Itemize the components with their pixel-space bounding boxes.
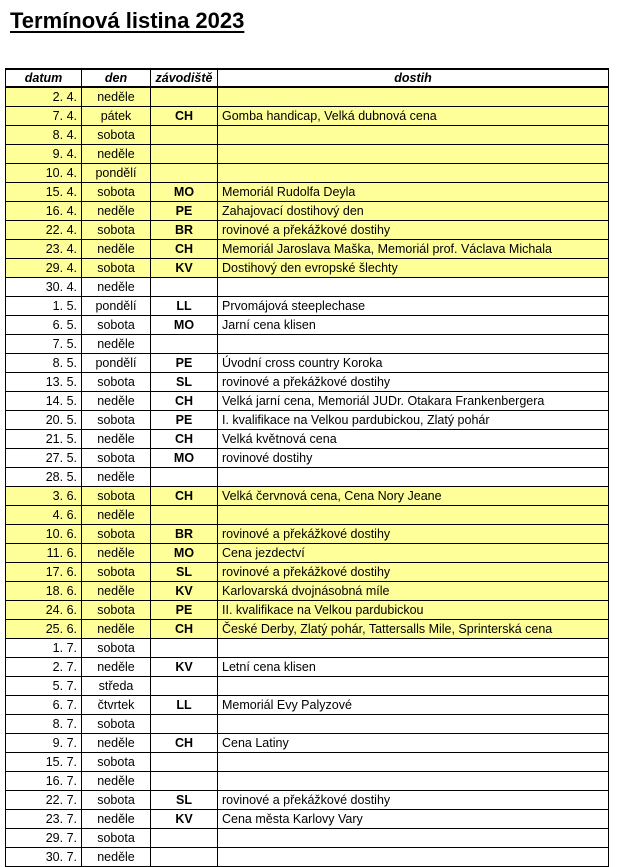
schedule-table xyxy=(5,68,609,867)
date-cell: 28. 5. xyxy=(6,468,82,487)
racecourse-cell: BR xyxy=(151,221,218,240)
day-cell: sobota xyxy=(82,525,151,544)
racecourse-cell xyxy=(151,715,218,734)
racecourse-cell xyxy=(151,639,218,658)
race-cell xyxy=(218,164,609,183)
racecourse-cell xyxy=(151,848,218,867)
race-cell: Cena Latiny xyxy=(218,734,609,753)
table-row xyxy=(6,240,609,259)
day-cell: neděle xyxy=(82,468,151,487)
table-row xyxy=(6,87,609,107)
day-cell: neděle xyxy=(82,544,151,563)
table-row xyxy=(6,335,609,354)
table-row xyxy=(6,772,609,791)
day-cell: neděle xyxy=(82,848,151,867)
race-cell xyxy=(218,715,609,734)
date-cell: 27. 5. xyxy=(6,449,82,468)
racecourse-cell xyxy=(151,87,218,107)
racecourse-cell xyxy=(151,468,218,487)
table-row xyxy=(6,411,609,430)
race-cell: Cena jezdectví xyxy=(218,544,609,563)
day-cell: pondělí xyxy=(82,164,151,183)
race-cell xyxy=(218,468,609,487)
race-cell: rovinové a překážkové dostihy xyxy=(218,563,609,582)
day-cell: neděle xyxy=(82,430,151,449)
race-cell xyxy=(218,848,609,867)
race-cell xyxy=(218,145,609,164)
race-cell: rovinové a překážkové dostihy xyxy=(218,791,609,810)
date-cell: 24. 6. xyxy=(6,601,82,620)
date-cell: 8. 4. xyxy=(6,126,82,145)
date-cell: 21. 5. xyxy=(6,430,82,449)
racecourse-cell: PE xyxy=(151,411,218,430)
race-cell: Karlovarská dvojnásobná míle xyxy=(218,582,609,601)
racecourse-cell: KV xyxy=(151,810,218,829)
date-cell: 18. 6. xyxy=(6,582,82,601)
date-cell: 3. 6. xyxy=(6,487,82,506)
day-cell: sobota xyxy=(82,411,151,430)
date-cell: 4. 6. xyxy=(6,506,82,525)
racecourse-cell: KV xyxy=(151,259,218,278)
table-row xyxy=(6,848,609,867)
race-cell: Cena města Karlovy Vary xyxy=(218,810,609,829)
date-cell: 23. 4. xyxy=(6,240,82,259)
racecourse-cell xyxy=(151,829,218,848)
day-cell: neděle xyxy=(82,658,151,677)
day-cell: sobota xyxy=(82,639,151,658)
date-cell: 16. 7. xyxy=(6,772,82,791)
table-body xyxy=(6,87,609,867)
date-cell: 8. 7. xyxy=(6,715,82,734)
table-row xyxy=(6,658,609,677)
date-cell: 15. 4. xyxy=(6,183,82,202)
racecourse-cell xyxy=(151,335,218,354)
racecourse-cell: LL xyxy=(151,297,218,316)
day-cell: neděle xyxy=(82,620,151,639)
race-cell: I. kvalifikace na Velkou pardubickou, Zlatý pohár xyxy=(218,411,609,430)
table-row xyxy=(6,582,609,601)
racecourse-cell: SL xyxy=(151,563,218,582)
racecourse-cell: MO xyxy=(151,316,218,335)
race-cell: Velká jarní cena, Memoriál JUDr. Otakara Frankenbergera xyxy=(218,392,609,411)
day-cell: neděle xyxy=(82,734,151,753)
day-cell: sobota xyxy=(82,715,151,734)
date-cell: 13. 5. xyxy=(6,373,82,392)
date-cell: 6. 7. xyxy=(6,696,82,715)
table-row xyxy=(6,810,609,829)
day-cell: sobota xyxy=(82,487,151,506)
day-cell: pondělí xyxy=(82,297,151,316)
date-cell: 2. 7. xyxy=(6,658,82,677)
racecourse-cell: CH xyxy=(151,620,218,639)
race-cell: Zahajovací dostihový den xyxy=(218,202,609,221)
date-cell: 9. 4. xyxy=(6,145,82,164)
day-cell: neděle xyxy=(82,506,151,525)
race-cell: rovinové a překážkové dostihy xyxy=(218,525,609,544)
racecourse-cell xyxy=(151,126,218,145)
table-row xyxy=(6,525,609,544)
race-cell: Letní cena klisen xyxy=(218,658,609,677)
day-cell: neděle xyxy=(82,582,151,601)
table-row xyxy=(6,449,609,468)
racecourse-cell: MO xyxy=(151,449,218,468)
date-cell: 7. 5. xyxy=(6,335,82,354)
day-cell: neděle xyxy=(82,810,151,829)
table-row xyxy=(6,392,609,411)
date-cell: 10. 4. xyxy=(6,164,82,183)
day-cell: neděle xyxy=(82,145,151,164)
header-datum: datum xyxy=(6,69,82,87)
table-row xyxy=(6,145,609,164)
table-row xyxy=(6,278,609,297)
racecourse-cell: CH xyxy=(151,392,218,411)
race-cell xyxy=(218,829,609,848)
date-cell: 6. 5. xyxy=(6,316,82,335)
racecourse-cell xyxy=(151,753,218,772)
day-cell: neděle xyxy=(82,335,151,354)
header-den: den xyxy=(82,69,151,87)
table-row xyxy=(6,639,609,658)
date-cell: 30. 4. xyxy=(6,278,82,297)
race-cell: Velká květnová cena xyxy=(218,430,609,449)
racecourse-cell: PE xyxy=(151,202,218,221)
date-cell: 1. 5. xyxy=(6,297,82,316)
race-cell xyxy=(218,506,609,525)
racecourse-cell: SL xyxy=(151,373,218,392)
day-cell: sobota xyxy=(82,126,151,145)
table-row xyxy=(6,753,609,772)
day-cell: sobota xyxy=(82,449,151,468)
race-cell xyxy=(218,677,609,696)
date-cell: 23. 7. xyxy=(6,810,82,829)
race-cell xyxy=(218,639,609,658)
table-row xyxy=(6,487,609,506)
header-zavodiste: závodiště xyxy=(151,69,218,87)
date-cell: 22. 7. xyxy=(6,791,82,810)
racecourse-cell xyxy=(151,164,218,183)
race-cell: rovinové a překážkové dostihy xyxy=(218,373,609,392)
table-row xyxy=(6,791,609,810)
racecourse-cell: PE xyxy=(151,354,218,373)
day-cell: neděle xyxy=(82,278,151,297)
date-cell: 5. 7. xyxy=(6,677,82,696)
day-cell: sobota xyxy=(82,373,151,392)
date-cell: 22. 4. xyxy=(6,221,82,240)
racecourse-cell: CH xyxy=(151,734,218,753)
day-cell: sobota xyxy=(82,316,151,335)
day-cell: sobota xyxy=(82,183,151,202)
race-cell: II. kvalifikace na Velkou pardubickou xyxy=(218,601,609,620)
race-cell xyxy=(218,335,609,354)
date-cell: 20. 5. xyxy=(6,411,82,430)
day-cell: neděle xyxy=(82,392,151,411)
date-cell: 11. 6. xyxy=(6,544,82,563)
table-row xyxy=(6,354,609,373)
table-row xyxy=(6,544,609,563)
day-cell: neděle xyxy=(82,87,151,107)
race-cell: Dostihový den evropské šlechty xyxy=(218,259,609,278)
date-cell: 14. 5. xyxy=(6,392,82,411)
date-cell: 25. 6. xyxy=(6,620,82,639)
table-row xyxy=(6,164,609,183)
table-row xyxy=(6,183,609,202)
table-row xyxy=(6,563,609,582)
table-row xyxy=(6,468,609,487)
day-cell: čtvrtek xyxy=(82,696,151,715)
date-cell: 29. 7. xyxy=(6,829,82,848)
racecourse-cell: CH xyxy=(151,487,218,506)
table-row xyxy=(6,620,609,639)
race-cell: Memoriál Evy Palyzové xyxy=(218,696,609,715)
race-cell xyxy=(218,278,609,297)
table-row xyxy=(6,430,609,449)
race-cell xyxy=(218,126,609,145)
racecourse-cell: CH xyxy=(151,430,218,449)
race-cell: rovinové a překážkové dostihy xyxy=(218,221,609,240)
table-row xyxy=(6,506,609,525)
table-row xyxy=(6,202,609,221)
racecourse-cell: KV xyxy=(151,658,218,677)
day-cell: sobota xyxy=(82,601,151,620)
race-cell xyxy=(218,753,609,772)
race-cell: rovinové dostihy xyxy=(218,449,609,468)
race-cell: Memoriál Rudolfa Deyla xyxy=(218,183,609,202)
table-row xyxy=(6,696,609,715)
racecourse-cell: CH xyxy=(151,107,218,126)
racecourse-cell: CH xyxy=(151,240,218,259)
racecourse-cell xyxy=(151,506,218,525)
racecourse-cell: SL xyxy=(151,791,218,810)
racecourse-cell: KV xyxy=(151,582,218,601)
date-cell: 8. 5. xyxy=(6,354,82,373)
table-row xyxy=(6,677,609,696)
day-cell: sobota xyxy=(82,753,151,772)
day-cell: středa xyxy=(82,677,151,696)
day-cell: sobota xyxy=(82,259,151,278)
race-cell: Memoriál Jaroslava Maška, Memoriál prof. Václava Michala xyxy=(218,240,609,259)
day-cell: sobota xyxy=(82,829,151,848)
table-row xyxy=(6,373,609,392)
date-cell: 10. 6. xyxy=(6,525,82,544)
date-cell: 2. 4. xyxy=(6,87,82,107)
day-cell: pondělí xyxy=(82,354,151,373)
racecourse-cell: BR xyxy=(151,525,218,544)
racecourse-cell xyxy=(151,677,218,696)
racecourse-cell xyxy=(151,772,218,791)
table-row xyxy=(6,829,609,848)
date-cell: 29. 4. xyxy=(6,259,82,278)
day-cell: sobota xyxy=(82,791,151,810)
day-cell: neděle xyxy=(82,202,151,221)
table-row xyxy=(6,734,609,753)
day-cell: sobota xyxy=(82,221,151,240)
racecourse-cell xyxy=(151,278,218,297)
day-cell: neděle xyxy=(82,772,151,791)
day-cell: pátek xyxy=(82,107,151,126)
race-cell: České Derby, Zlatý pohár, Tattersalls Mile, Sprinterská cena xyxy=(218,620,609,639)
header-dostih: dostih xyxy=(218,69,609,87)
date-cell: 15. 7. xyxy=(6,753,82,772)
table-row xyxy=(6,715,609,734)
day-cell: sobota xyxy=(82,563,151,582)
date-cell: 7. 4. xyxy=(6,107,82,126)
table-row xyxy=(6,126,609,145)
race-cell: Velká červnová cena, Cena Nory Jeane xyxy=(218,487,609,506)
page-title: Termínová listina 2023 xyxy=(10,8,245,33)
race-cell: Jarní cena klisen xyxy=(218,316,609,335)
table-row xyxy=(6,259,609,278)
table-header xyxy=(6,69,609,87)
table-row xyxy=(6,316,609,335)
date-cell: 30. 7. xyxy=(6,848,82,867)
race-cell: Úvodní cross country Koroka xyxy=(218,354,609,373)
racecourse-cell: MO xyxy=(151,544,218,563)
race-cell xyxy=(218,772,609,791)
date-cell: 17. 6. xyxy=(6,563,82,582)
table-row xyxy=(6,107,609,126)
date-cell: 1. 7. xyxy=(6,639,82,658)
racecourse-cell xyxy=(151,145,218,164)
race-cell xyxy=(218,87,609,107)
race-cell: Prvomájová steeplechase xyxy=(218,297,609,316)
table-row xyxy=(6,601,609,620)
table-row xyxy=(6,297,609,316)
header-row xyxy=(6,69,609,87)
racecourse-cell: LL xyxy=(151,696,218,715)
racecourse-cell: MO xyxy=(151,183,218,202)
date-cell: 16. 4. xyxy=(6,202,82,221)
day-cell: neděle xyxy=(82,240,151,259)
date-cell: 9. 7. xyxy=(6,734,82,753)
race-cell: Gomba handicap, Velká dubnová cena xyxy=(218,107,609,126)
table-row xyxy=(6,221,609,240)
racecourse-cell: PE xyxy=(151,601,218,620)
